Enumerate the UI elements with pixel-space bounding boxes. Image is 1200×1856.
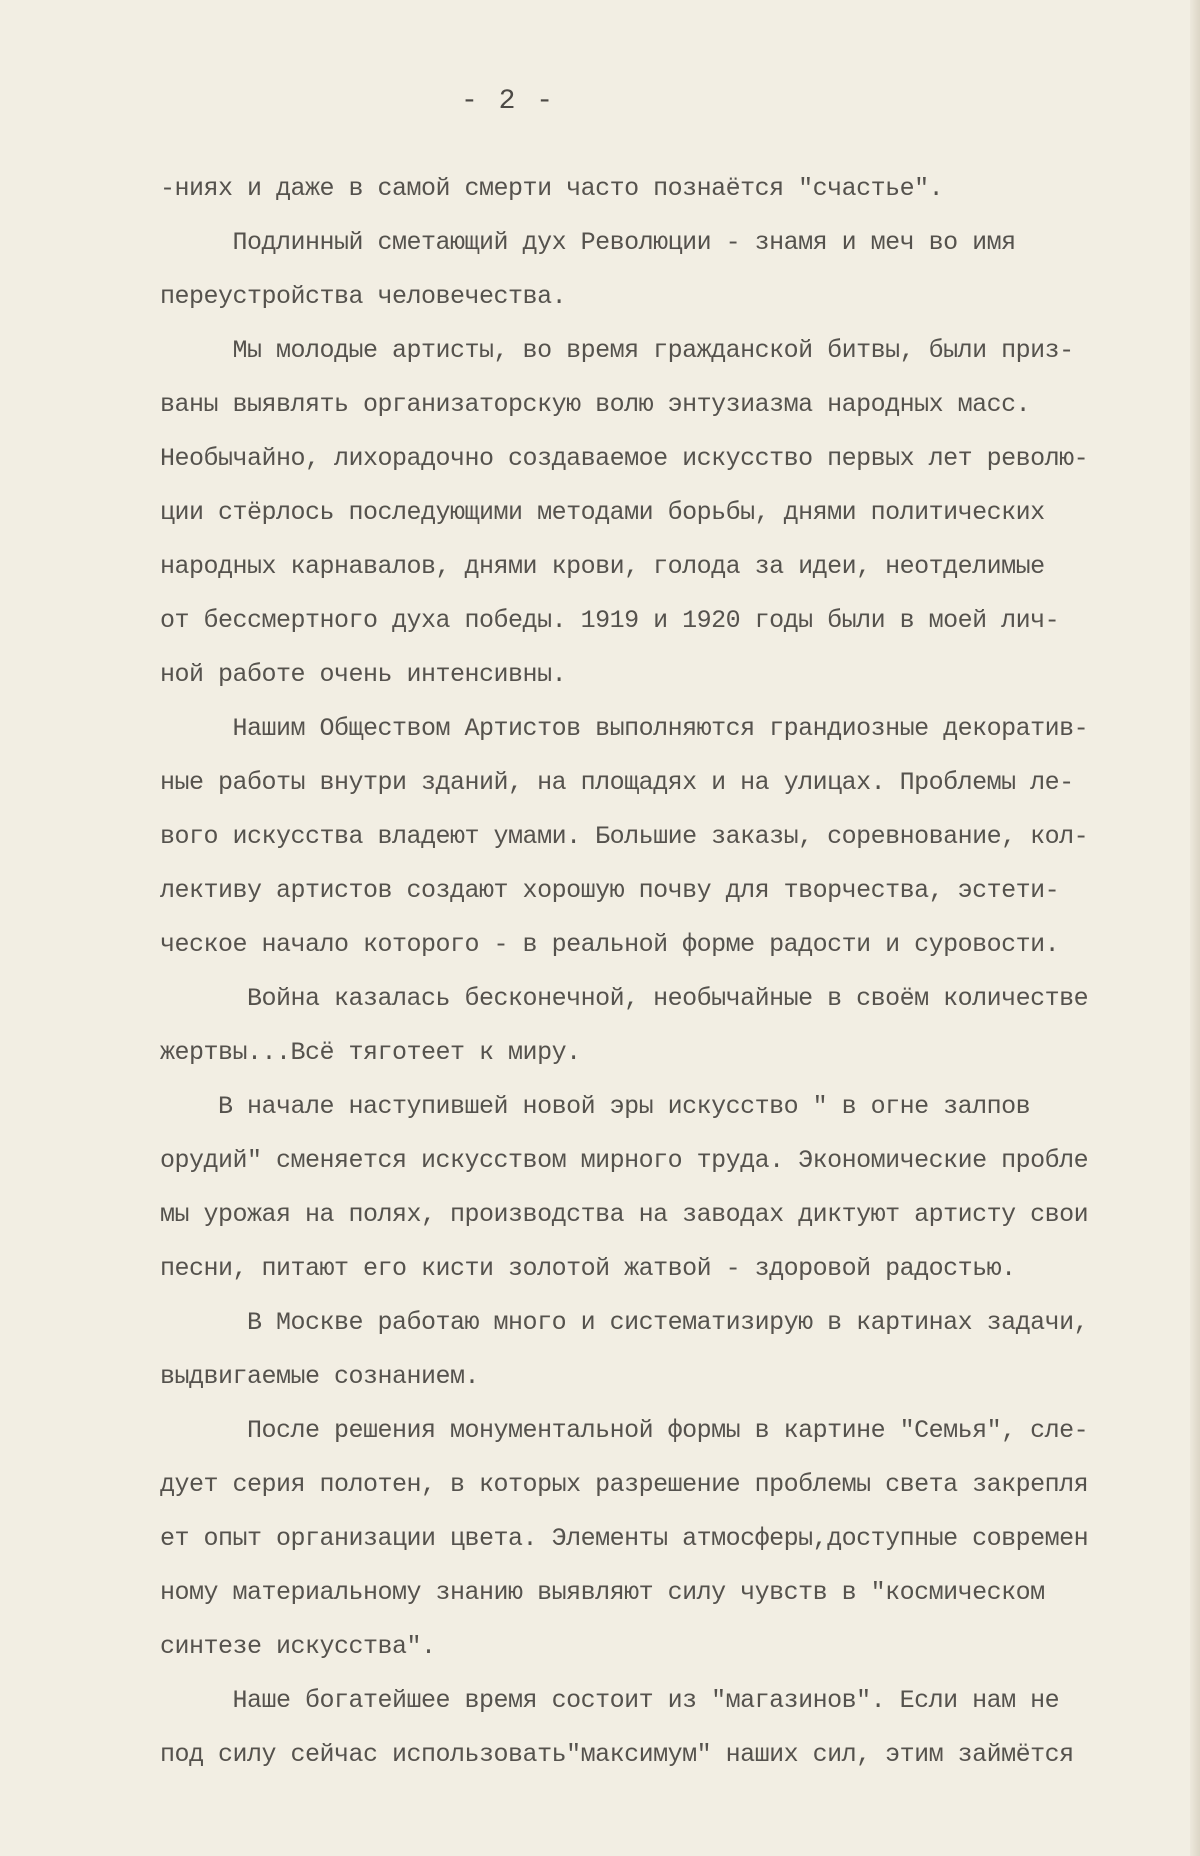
text-line: орудий" сменяется искусством мирного труда. Экономические пробле — [160, 1146, 1089, 1175]
text-line: лективу артистов создают хорошую почву для творчества, эстети- — [160, 876, 1060, 905]
text-line: народных карнавалов, днями крови, голода за идеи, неотделимые — [160, 552, 1045, 581]
text-line: переустройства человечества. — [160, 282, 567, 311]
page-number: - 2 - — [460, 86, 555, 117]
text-line: Нашим Обществом Артистов выполняются грандиозные декоратив- — [160, 714, 1089, 743]
text-line: ной работе очень интенсивны. — [160, 660, 567, 689]
text-line: жертвы...Всё тяготеет к миру. — [160, 1038, 581, 1067]
text-line: под силу сейчас использовать"максимум" наших сил, этим займётся — [160, 1740, 1074, 1769]
page-body — [160, 162, 1200, 1782]
text-line: Необычайно, лихорадочно создаваемое искусство первых лет револю- — [160, 444, 1089, 473]
text-line: Война казалась бесконечной, необычайные в своём количестве — [160, 984, 1089, 1013]
text-line: Мы молодые артисты, во время гражданской битвы, были приз- — [160, 336, 1074, 365]
text-line: ет опыт организации цвета. Элементы атмосферы,доступные современ — [160, 1524, 1089, 1553]
text-line: синтезе искусства". — [160, 1632, 436, 1661]
text-line: выдвигаемые сознанием. — [160, 1362, 480, 1391]
text-line: от бессмертного духа победы. 1919 и 1920 годы были в моей лич- — [160, 606, 1060, 635]
text-line: -ниях и даже в самой смерти часто познаётся "счастье". — [160, 174, 944, 203]
text-line: После решения монументальной формы в картине "Семья", сле- — [160, 1416, 1089, 1445]
text-line: ческое начало которого - в реальной форме радости и суровости. — [160, 930, 1060, 959]
text-line: ному материальному знанию выявляют силу чувств в "космическом — [160, 1578, 1045, 1607]
text-line: В Москве работаю много и систематизирую в картинах задачи, — [160, 1308, 1089, 1337]
text-line: ные работы внутри зданий, на площадях и на улицах. Проблемы ле- — [160, 768, 1074, 797]
text-line: В начале наступившей новой эры искусство " в огне залпов — [160, 1092, 1031, 1121]
text-line: Подлинный сметающий дух Революции - знамя и меч во имя — [160, 228, 1016, 257]
text-line: ваны выявлять организаторскую волю энтузиазма народных масс. — [160, 390, 1031, 419]
text-line: песни, питают его кисти золотой жатвой - здоровой радостью. — [160, 1254, 1016, 1283]
text-line: дует серия полотен, в которых разрешение проблемы света закрепля — [160, 1470, 1089, 1499]
text-line: вого искусства владеют умами. Большие заказы, соревнование, кол- — [160, 822, 1089, 851]
text-line: ции стёрлось последующими методами борьбы, днями политических — [160, 498, 1045, 527]
page-edge-shadow — [1190, 0, 1200, 1856]
text-line: Наше богатейшее время состоит из "магазинов". Если нам не — [160, 1686, 1060, 1715]
text-line: мы урожая на полях, производства на заводах диктуют артисту свои — [160, 1200, 1089, 1229]
